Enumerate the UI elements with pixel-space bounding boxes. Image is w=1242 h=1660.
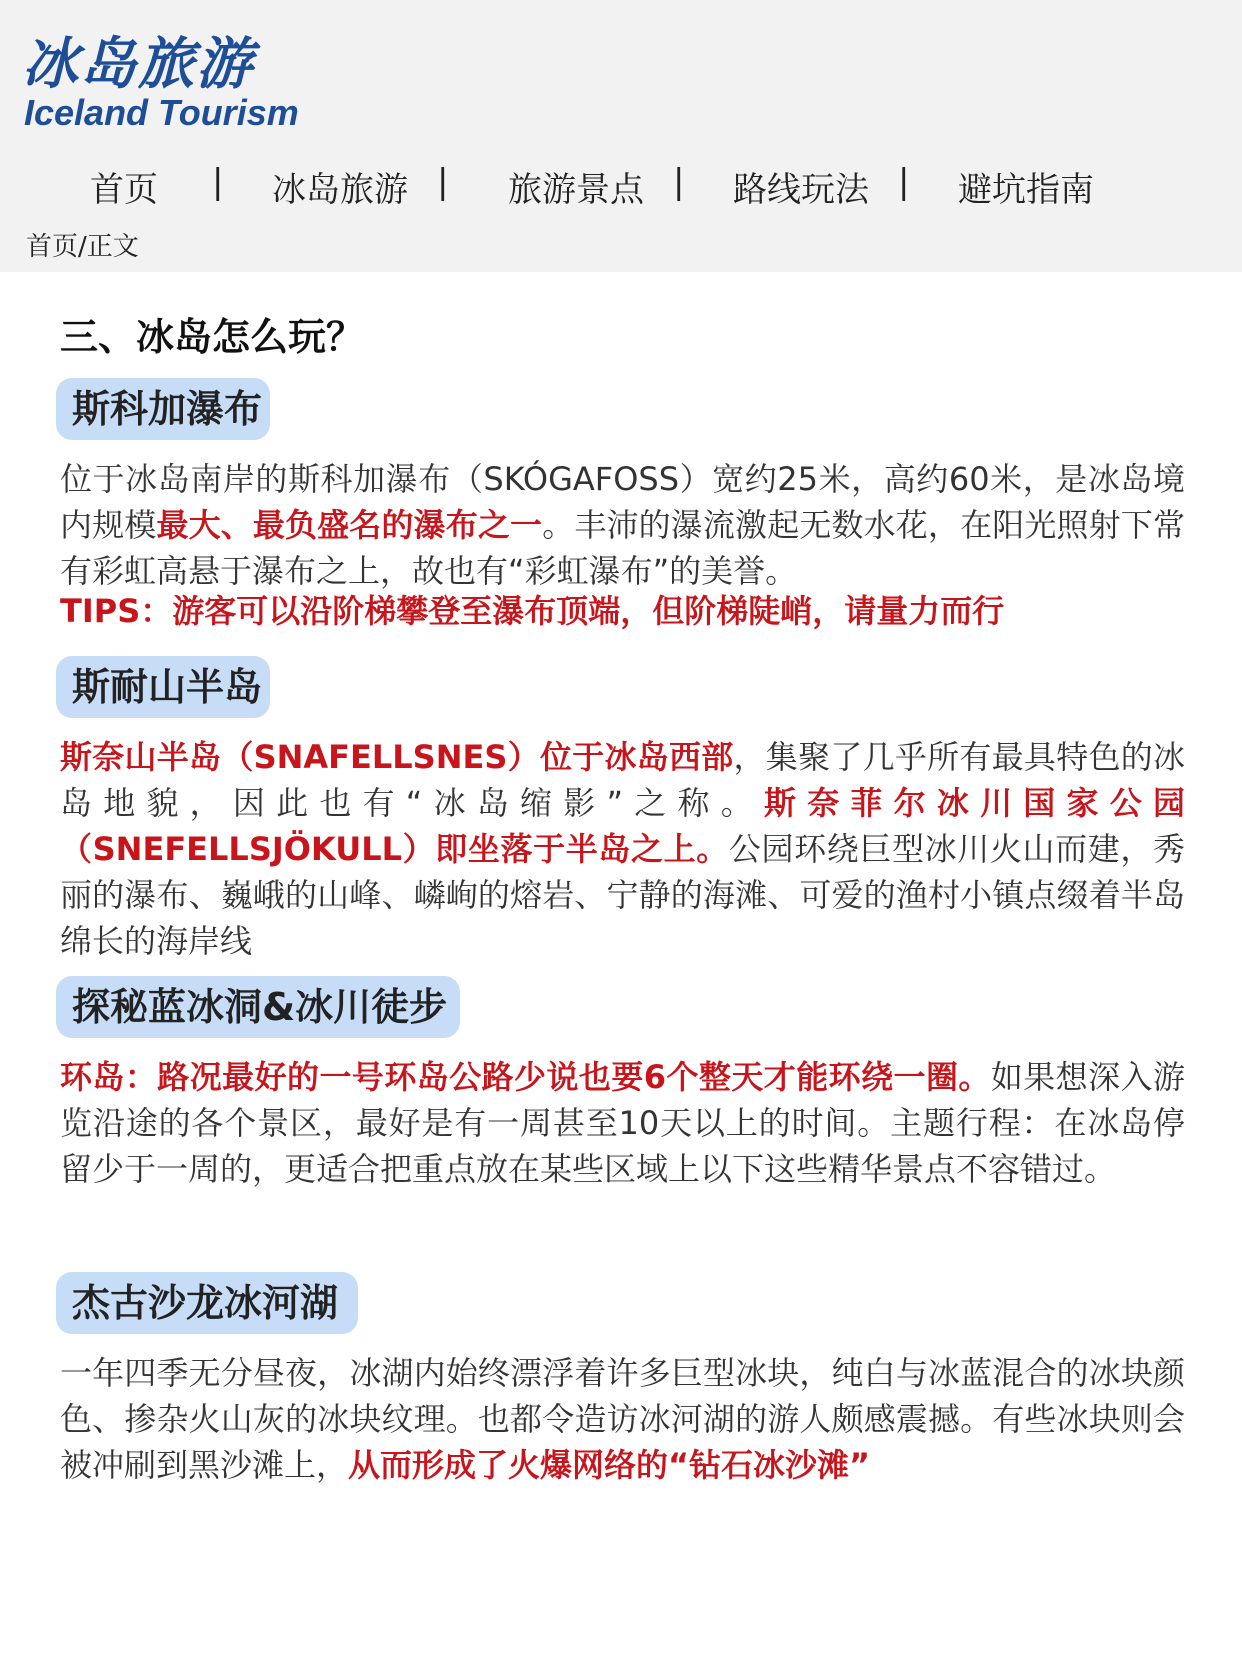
paragraph-skogafoss (60, 456, 1185, 594)
heading-jokulsarlon: 杰古沙龙冰河湖 (56, 1272, 358, 1334)
nav-item-routes[interactable]: 路线玩法 (733, 170, 869, 210)
site-header (0, 0, 1242, 272)
paragraph-text: 。丰沛的瀑流激起无数水花，在阳光照射下常有彩虹高悬于瀑布之上，故也有“彩虹瀑布”的美誉。 (60, 506, 1185, 590)
heading-snaefellsnes: 斯耐山半岛 (56, 656, 270, 718)
nav-item-home[interactable]: 首页 (90, 170, 158, 210)
breadcrumb: 首页/正文 (26, 232, 139, 262)
nav-separator: | (898, 162, 910, 202)
paragraph-jokulsarlon (60, 1350, 1185, 1488)
section-title: 三、冰岛怎么玩？ (60, 315, 365, 359)
paragraph-text: 一年四季无分昼夜，冰湖内始终漂浮着许多巨型冰块，纯白与冰蓝混合的冰块颜色、掺杂火山灰的冰块纹理。也都令造访冰河湖的游人颇感震撼。有些冰块则会被冲刷到黑沙滩上， (60, 1354, 1185, 1484)
paragraph-text: ，集聚了几乎所有最具特色的冰岛地貌，因此也有“冰岛缩影”之称。 (60, 738, 1185, 822)
nav-separator: | (212, 162, 224, 202)
heading-ice-cave: 探秘蓝冰洞&冰川徒步 (56, 976, 460, 1038)
nav-separator: | (437, 162, 449, 202)
site-title-en[interactable]: Iceland Tourism (24, 92, 299, 133)
nav-item-attractions[interactable]: 旅游景点 (508, 170, 644, 210)
highlight-text: 从而形成了火爆网络的“钻石冰沙滩” (348, 1446, 871, 1484)
nav-item-pitfall-guide[interactable]: 避坑指南 (958, 170, 1094, 210)
paragraph-text: 如果想深入游览沿途的各个景区，最好是有一周甚至10天以上的时间。主题行程：在冰岛停留少于一周的，更适合把重点放在某些区域上以下这些精华景点不容错过。 (60, 1058, 1185, 1188)
paragraph-text: 位于冰岛南岸的斯科加瀑布（SKÓGAFOSS）宽约25米，高约60米，是冰岛境内规模 (60, 460, 1185, 544)
tips-text: TIPS：游客可以沿阶梯攀登至瀑布顶端，但阶梯陡峭，请量力而行 (60, 592, 1005, 630)
highlight-text: 斯奈菲尔冰川国家公园（SNEFELLSJÖKULL）即坐落于半岛之上。 (60, 784, 1185, 868)
site-title-cn[interactable]: 冰岛旅游 (22, 32, 254, 97)
main-nav (0, 162, 1242, 210)
highlight-text: 斯奈山半岛（SNAFELLSNES）位于冰岛西部 (60, 738, 734, 776)
paragraph-text: 公园环绕巨型冰川火山而建，秀丽的瀑布、巍峨的山峰、嶙峋的熔岩、宁静的海滩、可爱的渔村小镇点缀着半岛绵长的海岸线 (60, 830, 1185, 960)
nav-separator: | (673, 162, 685, 202)
nav-item-iceland-tourism[interactable]: 冰岛旅游 (272, 170, 408, 210)
paragraph-ice-cave (60, 1054, 1185, 1192)
paragraph-snaefellsnes (60, 734, 1185, 964)
highlight-text: 最大、最负盛名的瀑布之一 (156, 506, 543, 544)
highlight-text: 环岛：路况最好的一号环岛公路少说也要6个整天才能环绕一圈。 (60, 1058, 991, 1096)
heading-skogafoss: 斯科加瀑布 (56, 378, 270, 440)
